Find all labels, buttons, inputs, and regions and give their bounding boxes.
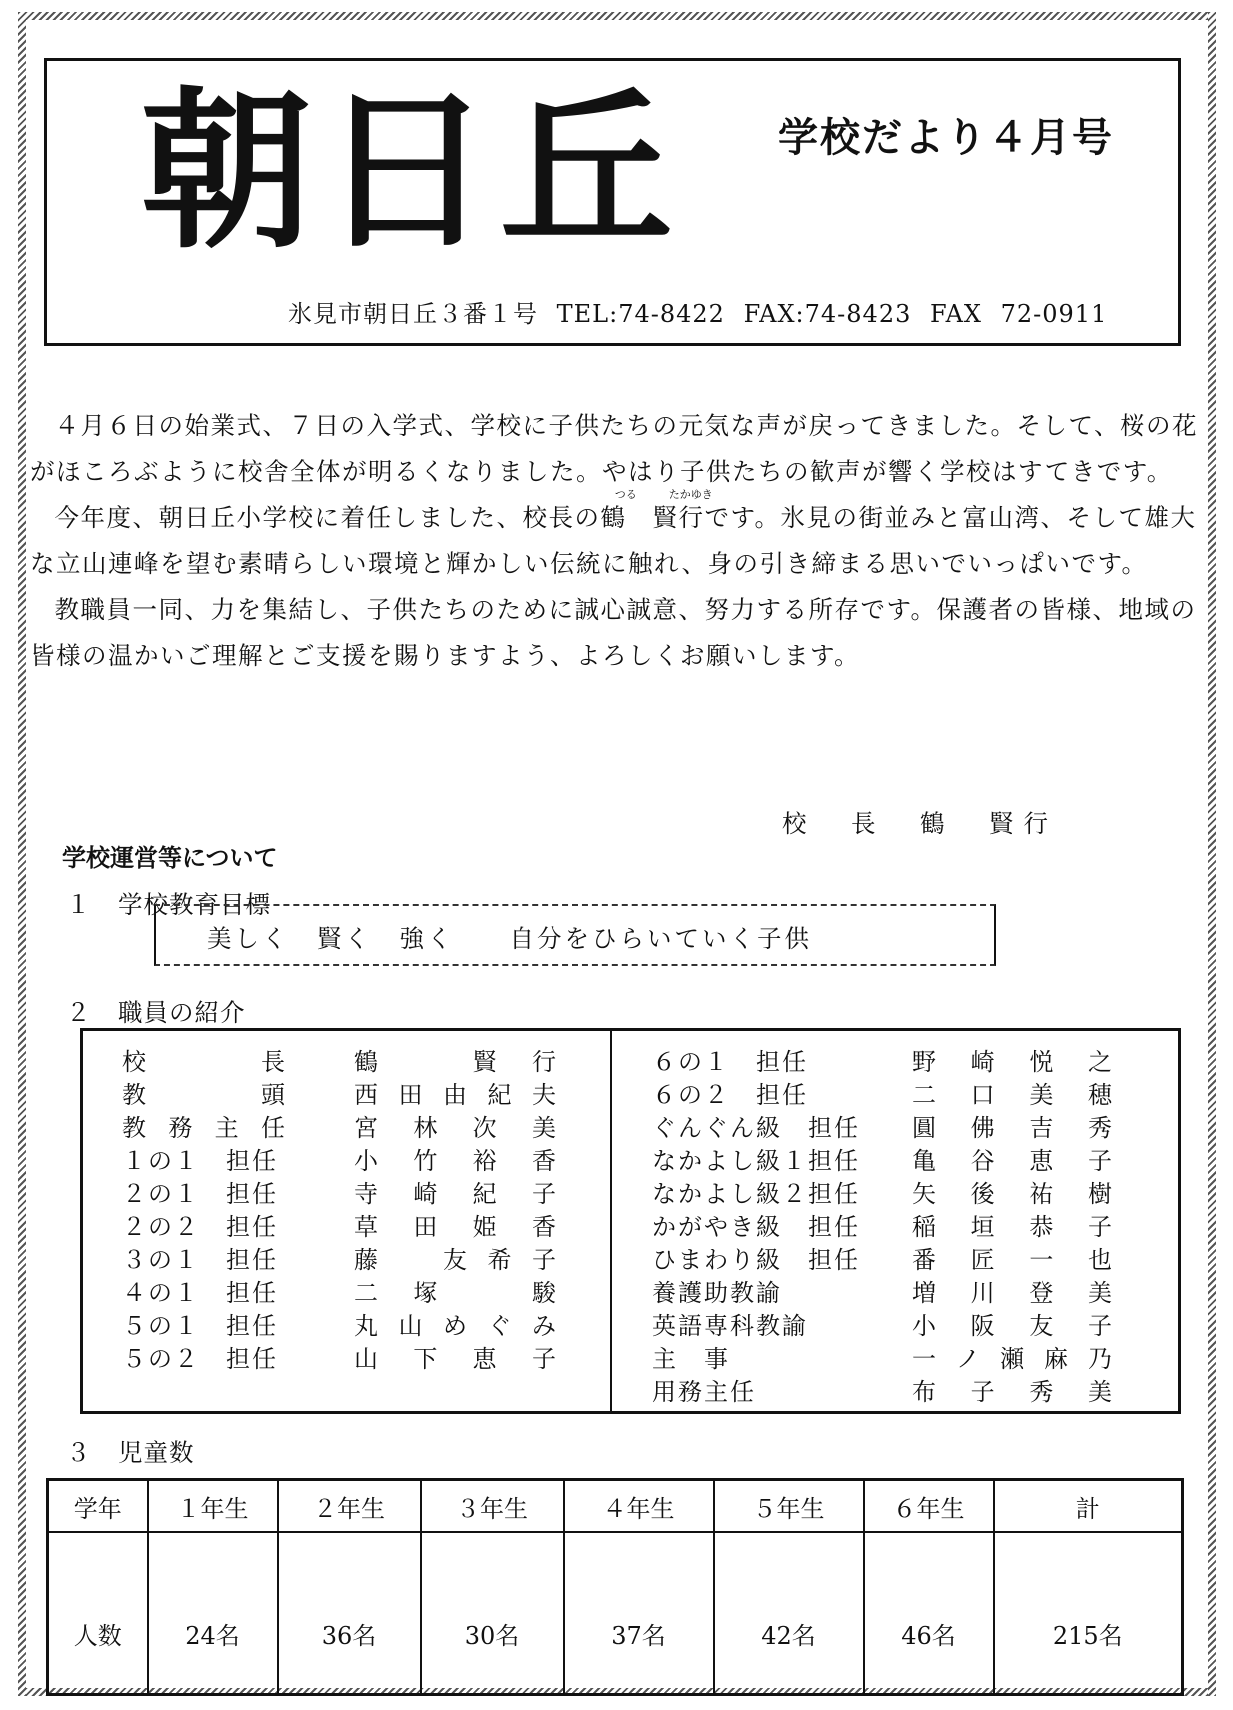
staff-name: 山下恵子: [354, 1345, 556, 1373]
staff-name: 小竹裕香: [354, 1147, 556, 1175]
staff-name: 寺崎紀子: [354, 1180, 556, 1208]
staff-name: 布子秀美: [912, 1378, 1112, 1406]
staff-row: [652, 1376, 1112, 1408]
count-value-row: [48, 1532, 1183, 1695]
count-header-cell: ５年生: [714, 1480, 864, 1533]
staff-role: 主 事: [652, 1345, 730, 1373]
count-header-cell: ６年生: [864, 1480, 994, 1533]
staff-row: [652, 1112, 1112, 1144]
staff-role: 養護助教諭: [652, 1279, 782, 1307]
staff-row: [122, 1112, 556, 1144]
staff-row: [122, 1244, 556, 1276]
count-subheading: [66, 1434, 195, 1469]
issue-label: 学校だより４月号: [778, 114, 1114, 161]
count-header-cell: ２年生: [278, 1480, 421, 1533]
count-value-cell: 30名: [421, 1532, 564, 1695]
staff-role: 英語専科教諭: [652, 1312, 808, 1340]
staff-role: 教頭: [122, 1081, 287, 1109]
staff-role: ６の１ 担任: [652, 1048, 808, 1076]
staff-name: 宮林次美: [354, 1114, 556, 1142]
staff-role: ４の１ 担任: [122, 1279, 278, 1307]
staff-subheading: [66, 994, 246, 1029]
staff-row: [122, 1145, 556, 1177]
fax-number-2: FAX 72-0911: [930, 300, 1108, 328]
staff-role: 用務主任: [652, 1378, 756, 1406]
staff-row: [652, 1145, 1112, 1177]
count-value-cell: 215名: [994, 1532, 1183, 1695]
goal-number: １: [66, 890, 92, 919]
staff-row: [122, 1178, 556, 1210]
operations-heading: 学校運営等について: [62, 844, 278, 872]
staff-name: 一ノ瀬麻乃: [912, 1345, 1112, 1373]
staff-role: １の１ 担任: [122, 1147, 278, 1175]
count-label: 児童数: [118, 1438, 195, 1467]
staff-name: 増川登美: [912, 1279, 1112, 1307]
staff-row: [122, 1079, 556, 1111]
staff-name: 二塚 駿: [354, 1279, 556, 1307]
staff-name: 矢後祐樹: [912, 1180, 1112, 1208]
staff-row: [122, 1211, 556, 1243]
count-header-cell: 計: [994, 1480, 1183, 1533]
greeting-paragraph-1: ４月６日の始業式、７日の入学式、学校に子供たちの元気な声が戻ってきました。そして、桜の花がほころぶように校舎全体が明るくなりました。やはり子供たちの歓声が響く学校はすてきです。: [30, 411, 1199, 486]
staff-name: 草田姫香: [354, 1213, 556, 1241]
staff-row: [652, 1277, 1112, 1309]
staff-row: [652, 1046, 1112, 1078]
school-address: 氷見市朝日丘３番１号: [288, 300, 538, 328]
staff-row: [652, 1343, 1112, 1375]
count-header-cell: 学年: [48, 1480, 148, 1533]
staff-number: ２: [66, 998, 92, 1027]
staff-row: [122, 1277, 556, 1309]
surname-ruby: [600, 488, 637, 532]
goal-text: 美しく 賢く 強く 自分をひらいていく子供: [207, 924, 812, 953]
staff-name: 小阪友子: [912, 1312, 1112, 1340]
staff-row: [122, 1310, 556, 1342]
staff-role: かがやき級 担任: [652, 1213, 860, 1241]
staff-role: 校長: [122, 1048, 287, 1076]
greeting-paragraph-2: [30, 488, 1200, 587]
principal-signature: 校 長 鶴 賢行: [782, 809, 1058, 838]
staff-row: [122, 1046, 556, 1078]
staff-name: 亀谷恵子: [912, 1147, 1112, 1175]
staff-row: [652, 1211, 1112, 1243]
staff-name: 鶴 賢行: [354, 1048, 556, 1076]
count-header-row: [48, 1480, 1183, 1533]
greeting-text: [30, 403, 1200, 679]
staff-role: 教務主任: [122, 1114, 287, 1142]
staff-name: 圓佛吉秀: [912, 1114, 1112, 1142]
staff-role: ひまわり級 担任: [652, 1246, 860, 1274]
p2-rest: です。氷見の街並みと富山湾、そして雄大な立山連峰を望む素晴らしい環境と輝かしい伝統に触れ、身の引き締まる思いでいっぱいです。: [30, 503, 1197, 578]
border-left: [18, 12, 26, 1696]
staff-role: ２の２ 担任: [122, 1213, 278, 1241]
count-value-cell: 36名: [278, 1532, 421, 1695]
count-header-cell: ４年生: [564, 1480, 714, 1533]
count-header-cell: １年生: [148, 1480, 278, 1533]
border-right: [1208, 12, 1216, 1696]
p2-lead: 今年度、朝日丘小学校に着任しました、校長の: [54, 503, 601, 532]
count-value-cell: 37名: [564, 1532, 714, 1695]
staff-name: 番匠一也: [912, 1246, 1112, 1274]
staff-divider: [610, 1028, 612, 1414]
staff-name: 西田由紀夫: [354, 1081, 556, 1109]
count-value-cell: 46名: [864, 1532, 994, 1695]
tel-number: TEL:74-8422: [556, 300, 725, 328]
count-value-cell: 24名: [148, 1532, 278, 1695]
count-header-cell: ３年生: [421, 1480, 564, 1533]
staff-role: ５の１ 担任: [122, 1312, 278, 1340]
staff-row: [652, 1079, 1112, 1111]
fax-number-1: FAX:74-8423: [743, 300, 912, 328]
goal-label: 学校教育目標: [118, 890, 271, 919]
staff-row: [652, 1310, 1112, 1342]
staff-role: ３の１ 担任: [122, 1246, 278, 1274]
staff-row: [652, 1178, 1112, 1210]
contact-line: [288, 294, 1107, 329]
staff-name: 稲垣恭子: [912, 1213, 1112, 1241]
greeting-paragraph-3: 教職員一同、力を集結し、子供たちのために誠心誠意、努力する所存です。保護者の皆様、地域の皆様の温かいご理解とご支援を賜りますよう、よろしくお願いします。: [30, 595, 1197, 670]
staff-row: [122, 1343, 556, 1375]
staff-name: 丸山めぐみ: [354, 1312, 556, 1340]
given-name-reading: たかゆき: [668, 488, 713, 501]
surname-reading: つる: [614, 488, 637, 501]
border-top: [18, 12, 1216, 20]
given-name: 賢行: [652, 503, 705, 532]
staff-name: 二口美穂: [912, 1081, 1112, 1109]
staff-role: ５の２ 担任: [122, 1345, 278, 1373]
count-value-cell: 人数: [48, 1532, 148, 1695]
newsletter-title: 朝日丘: [140, 71, 680, 272]
given-name-ruby: [652, 488, 713, 532]
staff-role: なかよし級２担任: [652, 1180, 860, 1208]
staff-role: ２の１ 担任: [122, 1180, 278, 1208]
count-number: ３: [66, 1438, 92, 1467]
staff-name: 野崎悦之: [912, 1048, 1112, 1076]
count-value-cell: 42名: [714, 1532, 864, 1695]
staff-label: 職員の紹介: [118, 998, 246, 1027]
staff-row: [652, 1244, 1112, 1276]
student-count-table: [46, 1478, 1184, 1696]
surname: 鶴: [600, 503, 627, 532]
staff-role: ぐんぐん級 担任: [652, 1114, 860, 1142]
staff-role: なかよし級１担任: [652, 1147, 860, 1175]
staff-name: 藤 友希子: [354, 1246, 556, 1274]
staff-role: ６の２ 担任: [652, 1081, 808, 1109]
